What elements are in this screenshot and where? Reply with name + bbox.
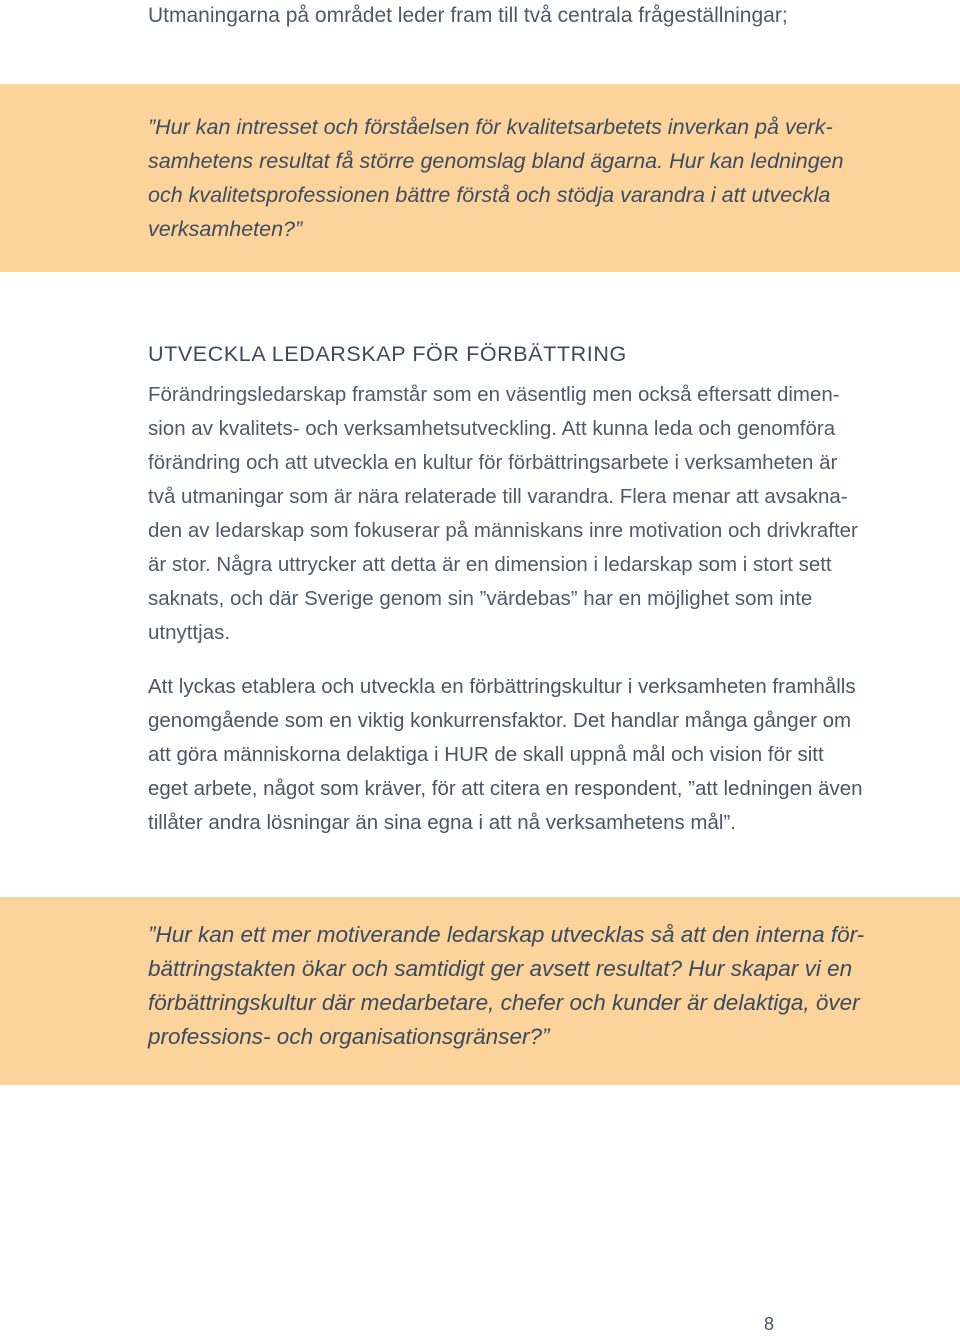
section-heading: UTVECKLA LEDARSKAP FÖR FÖRBÄTTRING bbox=[148, 342, 627, 366]
paragraph-line: eget arbete, något som kräver, för att citera en respondent, ”att ledningen även bbox=[148, 777, 863, 800]
quote-1-line: ”Hur kan intresset och förståelsen för kvalitetsarbetets inverkan på verk- bbox=[148, 115, 833, 139]
quote-1 bbox=[148, 110, 844, 246]
paragraph-line: Att lyckas etablera och utveckla en förbättringskultur i verksamheten framhålls bbox=[148, 675, 856, 698]
quote-1-line: samhetens resultat få större genomslag bland ägarna. Hur kan ledningen bbox=[148, 149, 844, 173]
quote-1-line: och kvalitetsprofessionen bättre förstå och stödja varandra i att utveckla bbox=[148, 183, 831, 207]
paragraph-line: genomgående som en viktig konkurrensfaktor. Det handlar många gånger om bbox=[148, 709, 852, 732]
paragraph-line: saknats, och där Sverige genom sin ”värdebas” har en möjlighet som inte bbox=[148, 587, 813, 610]
paragraph-line: den av ledarskap som fokuserar på människans inre motivation och drivkrafter bbox=[148, 519, 858, 542]
intro-text: Utmaningarna på området leder fram till två centrala frågeställningar; bbox=[148, 4, 788, 27]
page-number: 8 bbox=[764, 1314, 775, 1334]
quote-2-line: professions- och organisationsgränser?” bbox=[148, 1024, 550, 1049]
body-paragraph-2 bbox=[148, 670, 863, 840]
quote-1-line: verksamheten?” bbox=[148, 217, 303, 241]
quote-2-line: bättringstakten ökar och samtidigt ger avsett resultat? Hur skapar vi en bbox=[148, 956, 853, 981]
quote-2-line: förbättringskultur där medarbetare, chefer och kunder är delaktiga, över bbox=[148, 990, 860, 1015]
quote-2 bbox=[148, 918, 864, 1054]
paragraph-line: att göra människorna delaktiga i HUR de skall uppnå mål och vision för sitt bbox=[148, 743, 824, 766]
paragraph-line: är stor. Några uttrycker att detta är en dimension i ledarskap som i stort sett bbox=[148, 553, 832, 576]
paragraph-line: två utmaningar som är nära relaterade till varandra. Flera menar att avsakna- bbox=[148, 485, 848, 508]
paragraph-line: Förändringsledarskap framstår som en väsentlig men också eftersatt dimen- bbox=[148, 383, 840, 406]
body-paragraph-1 bbox=[148, 378, 858, 650]
paragraph-line: förändring och att utveckla en kultur för förbättringsarbete i verksamheten är bbox=[148, 451, 838, 474]
paragraph-line: tillåter andra lösningar än sina egna i att nå verksamhetens mål”. bbox=[148, 811, 736, 834]
paragraph-line: utnyttjas. bbox=[148, 621, 231, 644]
quote-2-line: ”Hur kan ett mer motiverande ledarskap utvecklas så att den interna för- bbox=[148, 922, 865, 947]
paragraph-line: sion av kvalitets- och verksamhetsutveckling. Att kunna leda och genomföra bbox=[148, 417, 836, 440]
